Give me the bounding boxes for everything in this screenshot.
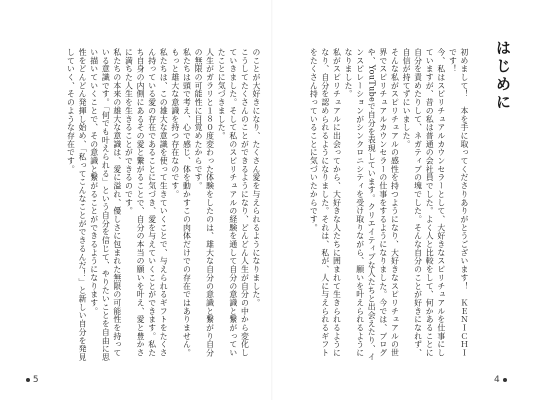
body-paragraph: そんな私がスピリチュアルの感性を持つようになり、大好きなスピリチュアルの世界でスピリチュアルカウンセラーの仕事をするようになりました。今では、ブログや、YouTubeで自分を表現しています。クリエイティブな人たちと出会えたり、インスピレーションがシンクロニシティを受け取りながら、願いを叶えられるようになりました。 xyxy=(344,48,400,362)
body-paragraph: のことが大好きになり、たくさん愛を与えられるようになりました。 xyxy=(252,48,261,307)
body-paragraph: 私たちの本来の雄大な意識は、愛に溢れ、優しさに包まれた無限の可能性を持っている意識です。「何でも叶えられる」という自分を信じて、やりたいことを自由に思い描いていくことで、その意識と繋がることができるようになります。 xyxy=(89,48,122,362)
body-paragraph: 私たちは頭で考え、心で感じ、体を動かすこの肉体だけでの存在ではありません。もっと雄大な意識を持つ存在なのです。 xyxy=(170,48,192,357)
body-paragraph: 私たちは、この雄大な意識を使って生きていくことで、与えられるギフトをたくさん持っている愛の存在であることに気づき、愛を与えていくことができます。私たち自身の内側にあるその愛と繋がることで、自分の本当の願いを叶え、愛と豊かさに満ちた人生を生きることができるのです。 xyxy=(124,48,169,357)
right-page-body xyxy=(292,48,470,364)
folio-dot-icon xyxy=(26,378,30,382)
body-paragraph: 人生がガラリと１８０度変わった体験をしたのは、雄大な自分の意識と繋がり自分の無限の可能性に目覚めたからです。 xyxy=(194,48,215,357)
page-number: 5 xyxy=(32,375,39,385)
chapter-heading: はじめに xyxy=(494,40,512,112)
folio-dot-icon xyxy=(503,378,507,382)
page-number: 4 xyxy=(494,375,500,385)
body-paragraph: 今、私はスピリチュアルカウンセラーとして、大好きなスピリチュアルを仕事にしていますが、昔の私は普通の会社員でした。よく人と比較をして、何かあることに自分を責めたりして、ネガティブの塊でした。そんな自分のことが好きになれず、自信が持てずにいました。 xyxy=(402,48,446,357)
body-paragraph: 初めまして！ 本を手に取ってくださりありがとうございます！ ＫＥＮＩＣＨＩです！ xyxy=(448,48,469,357)
body-paragraph: 私がスピリチュアルに出会ってから、大好きな人たちに囲まれて生きられるようになり、自分を認められるようになりました。それは、私が、人に与えられるギフトをたくさん持っていることに気づいたからです。 xyxy=(309,48,342,357)
body-paragraph: 性をどんどん発揮し始め、「私ってこんなことができるんだ！」と新しい自分を発見していく、そのような存在です。 xyxy=(66,48,88,362)
left-page-body xyxy=(22,48,262,364)
body-paragraph: こうしてたくさんのことができるようになり、どんどん人生が自分の中から変化していきました。そして私のスピリチュアルの経験を通して自分の意識と繋がっていたことに気づきました。 xyxy=(217,48,250,357)
page-number-right xyxy=(494,375,507,385)
page-number-left xyxy=(26,375,39,385)
